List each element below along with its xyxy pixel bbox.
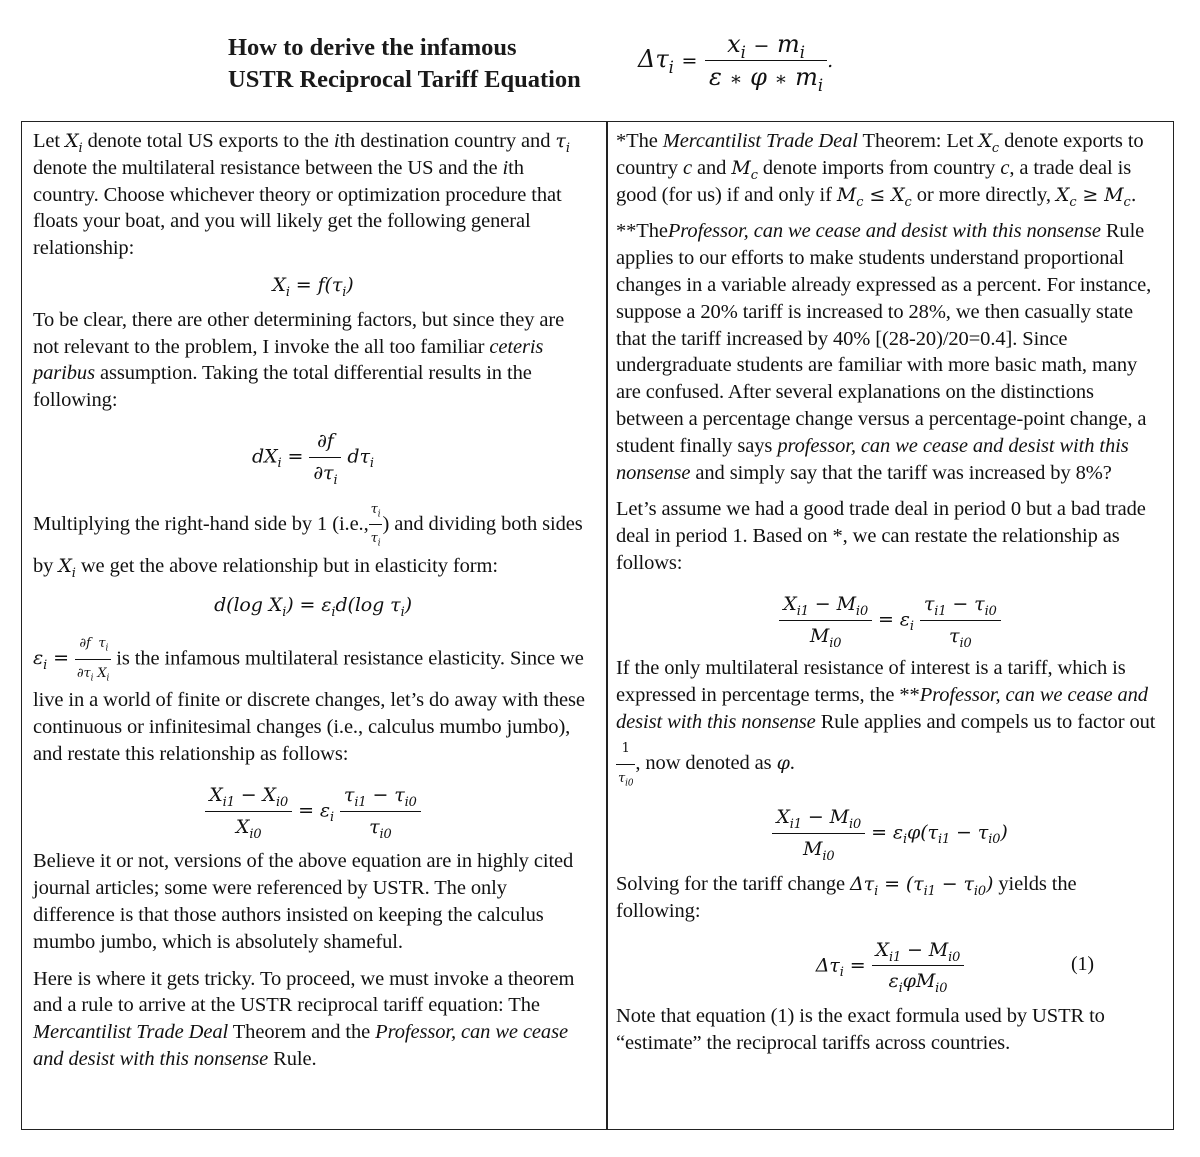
paragraph-elasticity: $\varepsilon_i$ = $\frac{\partial f}{\partial\tau_i}$ $\frac{\tau_i}{X_i}$ is the infamous multilateral resistance elasticity. Since we live in a world of finite or discrete changes, let’s do away with these continuous or infinitesimal changes (i.e., calculus mumbo jumbo), and restate this relationship as follows: xyxy=(33,631,593,768)
paragraph-multiplying: Multiplying the right-hand side by 1 (i.e., $\frac{\tau_i}{\tau_i}$ ) and dividing both sides by $X_i$ we get the above relationship but in elasticity form: xyxy=(33,497,593,580)
right-column xyxy=(616,128,1164,1057)
paragraph-note: Note that equation (1) is the exact formula used by USTR to “estimate” the reciprocal tariffs across countries. xyxy=(616,1005,1105,1054)
paragraph-factor-out: If the only multilateral resistance of interest is a tariff, which is expressed in percentage terms, the **Professor, can we cease and desist with this nonsense Rule applies and compels us to factor out $\frac{1}{\tau_{i0}}$ , now denoted as φ. xyxy=(616,657,1156,789)
equation-number: (1) xyxy=(1070,952,1094,975)
equation-discrete: $\frac{X_{i1} - X_{i0}}{X_{i0}}$ = $\varepsilon_i$ $\frac{\tau_{i1} - \tau_{i0}}{\tau_{i0}}$ xyxy=(33,782,593,841)
paragraph-definitions: Let $X_i$ denote total US exports to the ith destination country and $\tau_i$ denote the multilateral resistance between the US and the ith country. Choose whichever theory or optimization procedure that floats your boat, and you will likely get the following general relationship: xyxy=(33,130,570,260)
title-line-1: How to derive the infamous xyxy=(228,34,517,61)
content-table xyxy=(21,121,1174,1130)
equation-log-form: d(log $X_i) = \varepsilon_id(\log$ $\tau_i$) xyxy=(214,593,412,620)
title-equation: $\Delta\tau_i$ = $\frac{x_i - m_i}{\varepsilon ∗ \varphi ∗ m_i}$ . xyxy=(638,30,834,95)
equation-differential: $dX_i$ = $\frac{\partial f}{\partial\tau_i}$ $d\tau_i$ xyxy=(252,429,374,488)
paragraph-trade-deal-periods: Let’s assume we had a good trade deal in period 0 but a bad trade deal in period 1. Based on *, we can restate the relationship as follows: xyxy=(616,498,1146,574)
page-title xyxy=(228,32,581,96)
paragraph-journal-articles: Believe it or not, versions of the above equation are in highly cited journal articles; some were referenced by USTR. The only difference is that those authors insisted on keeping the calculus mumbo jumbo, which is absolutely shameful. xyxy=(33,850,574,953)
equation-function: $X_i = f(\tau_i)$ xyxy=(272,273,354,300)
equation-1: $\Delta\tau_i$ = $\frac{X_{i1} - M_{i0}}{\varepsilon_i\varphi M_{i0}}$ (1) xyxy=(815,938,1094,997)
column-divider xyxy=(606,122,608,1129)
paragraph-solving: Solving for the tariff change $\Delta\tau_i = (\tau_{i1} - \tau_{i0})$ yields the following: xyxy=(616,872,1077,922)
title-line-2: USTR Reciprocal Tariff Equation xyxy=(228,66,581,93)
equation-phi: $\frac{X_{i1} - M_{i0}}{M_{i0}}$ = $\varepsilon_i\varphi(\tau_{i1} - \tau_{i0})$ xyxy=(616,804,1164,863)
paragraph-professor-rule: **TheProfessor, can we cease and desist with this nonsense Rule applies to our efforts to make students understand proportional changes in a variable already expressed as a percent. For instance, suppose a 20% tariff is increased to 28%, we then casually state that the tariff increased by 40% [(28-20)/20=0.4]. Since undergraduate students are familiar with more basic math, many are confused. After several explanations on the distinctions between a percentage change versus a percentage-point change, a student finally says professor, can we cease and desist with this nonsense and simply say that the tariff was increased by 8%? xyxy=(616,220,1152,484)
left-column xyxy=(33,128,593,1073)
header xyxy=(0,0,1200,110)
paragraph-tricky: Here is where it gets tricky. To proceed, we must invoke a theorem and a rule to arrive at the USTR reciprocal tariff equation: The Mercantilist Trade Deal Theorem and the Professor, can we cease and desist with this nonsense Rule. xyxy=(33,967,575,1070)
paragraph-ceteris-paribus: To be clear, there are other determining factors, but since they are not relevant to the problem, I invoke the all too familiar ceteris paribus assumption. Taking the total differential results in the following: xyxy=(33,308,565,412)
equation-imports-ratio: $\frac{X_{i1} - M_{i0}}{M_{i0}}$ = $\varepsilon_i$ $\frac{\tau_{i1} - \tau_{i0}}{\tau_{i0}}$ xyxy=(616,591,1164,650)
paragraph-mercantilist-theorem: *The Mercantilist Trade Deal Theorem: Let $X_c$ denote exports to country c and $M_c$ denote imports from country c, a trade deal is good (for us) if and only if $M_c \le X_c$ or more directly, $X_c \ge M_c$. xyxy=(616,130,1144,210)
